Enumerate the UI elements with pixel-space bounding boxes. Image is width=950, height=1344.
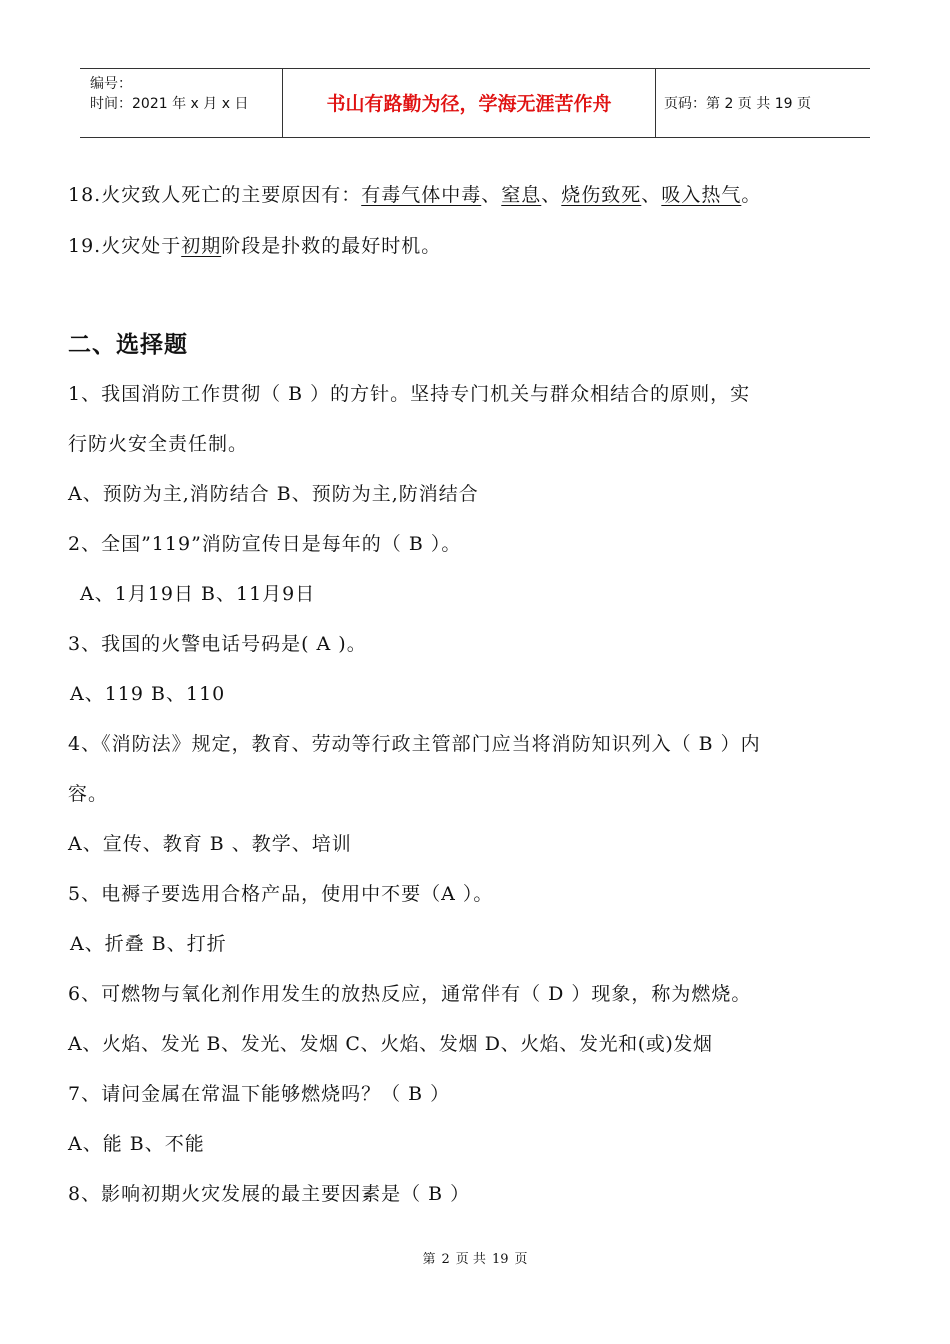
header-cell-page <box>656 69 870 137</box>
question-19 <box>68 231 441 258</box>
q6-options: A、火焰、发光 B、发光、发烟 C、火焰、发烟 D、火焰、发光和(或)发烟 <box>68 1033 713 1055</box>
q4-options: A、宣传、教育 B 、教学、培训 <box>68 833 352 855</box>
q18-sep-1: 、 <box>481 184 502 206</box>
q8: 8、影响初期火灾发展的最主要因素是（ B ） <box>68 1183 471 1205</box>
q3-options: A、119 B、110 <box>70 683 226 705</box>
q4-line-2: 容。 <box>68 783 109 805</box>
q18-answer-3: 烧伤致死 <box>561 184 642 206</box>
q19-answer: 初期 <box>181 235 222 257</box>
q19-prefix: 19.火灾处于 <box>68 235 182 257</box>
footer-middle: 页 共 <box>455 1252 486 1267</box>
header-table <box>80 68 870 138</box>
header-cell-motto <box>283 69 656 137</box>
q2-options: A、1月19日 B、11月9日 <box>80 583 316 605</box>
q3: 3、我国的火警电话号码是( A )。 <box>68 633 367 655</box>
motto: 书山有路勤为径，学海无涯苦作舟 <box>326 93 612 115</box>
q18-sep-3: 、 <box>641 184 662 206</box>
footer-total-pages: 19 <box>491 1252 509 1267</box>
q5: 5、电褥子要选用合格产品，使用中不要（A ）。 <box>68 883 494 905</box>
q18-sep-2: 、 <box>541 184 562 206</box>
q7: 7、请问金属在常温下能够燃烧吗？（ B ） <box>68 1083 451 1105</box>
q1-line-2: 行防火安全责任制。 <box>68 433 249 455</box>
q18-answer-1: 有毒气体中毒 <box>361 184 482 206</box>
q5-options: A、折叠 B、打折 <box>70 933 227 955</box>
section-title: 二、选择题 <box>68 331 188 358</box>
number-label: 编号： <box>90 76 132 92</box>
q18-end: 。 <box>741 184 762 206</box>
date-label: 时间：2021 年 x 月 x 日 <box>90 96 249 112</box>
q1-line-1: 1、我国消防工作贯彻（ B ）的方针。坚持专门机关与群众相结合的原则，实 <box>68 383 751 405</box>
q4-line-1: 4、《消防法》规定，教育、劳动等行政主管部门应当将消防知识列入（ B ）内 <box>68 733 761 755</box>
footer-prefix: 第 <box>422 1252 436 1267</box>
q7-options: A、能 B、不能 <box>68 1133 205 1155</box>
q18-prefix: 18.火灾致人死亡的主要原因有： <box>68 184 362 206</box>
q19-suffix: 阶段是扑救的最好时机。 <box>221 235 442 257</box>
header-cell-info <box>80 69 283 137</box>
page-info: 页码：第 2 页 共 19 页 <box>664 96 811 112</box>
footer-suffix: 页 <box>514 1252 528 1267</box>
page-footer <box>0 1248 950 1267</box>
q2: 2、全国”119”消防宣传日是每年的（ B ）。 <box>68 533 462 555</box>
q6: 6、可燃物与氧化剂作用发生的放热反应，通常伴有（ D ）现象，称为燃烧。 <box>68 983 752 1005</box>
footer-page-number: 2 <box>441 1252 450 1267</box>
q18-answer-4: 吸入热气 <box>661 184 742 206</box>
q18-answer-2: 窒息 <box>501 184 542 206</box>
question-18 <box>68 180 761 207</box>
q1-options: A、预防为主,消防结合 B、预防为主,防消结合 <box>68 483 479 505</box>
